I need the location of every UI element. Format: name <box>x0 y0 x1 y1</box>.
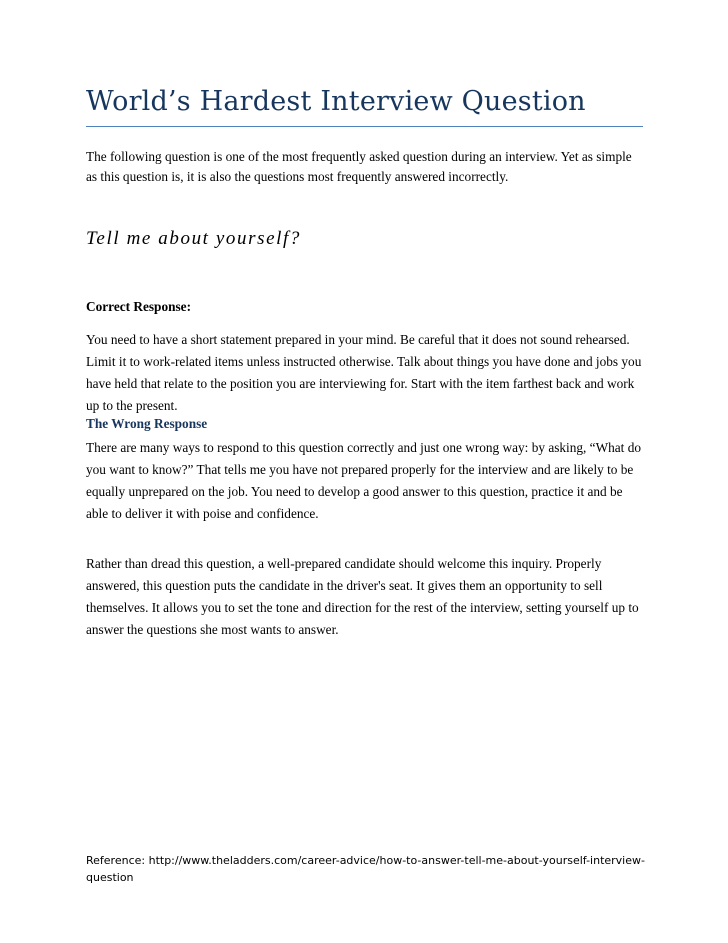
wrong-response-heading: The Wrong Response <box>86 416 208 431</box>
correct-response-paragraph: You need to have a short statement prepared in your mind. Be careful that it does not sound rehearsed. Limit it to work-related items unless instructed otherwise. Talk about things you have done and jobs you have held that relate to the position you are interviewing for. Start with the item farthest back and work up to the present. <box>86 332 642 413</box>
correct-response-heading: Correct Response: <box>86 299 191 314</box>
closing-paragraph: Rather than dread this question, a well-prepared candidate should welcome this inquiry. Properly answered, this question puts the candidate in the driver's seat. It gives them an opportunity to sell themselves. It allows you to set the tone and direction for the rest of the interview, setting yourself up to answer the questions she most wants to answer. <box>86 556 639 637</box>
question-heading: Tell me about yourself? <box>86 228 302 249</box>
title-underline-divider <box>86 126 643 127</box>
reference-footnote: Reference: http://www.theladders.com/career-advice/how-to-answer-tell-me-about-yourself-interview-question <box>86 854 645 884</box>
wrong-response-paragraph: There are many ways to respond to this question correctly and just one wrong way: by asking, “What do you want to know?” That tells me you have not prepared properly for the interview and are likely to be equally unprepared on the job. You need to develop a good answer to this question, practice it and be able to deliver it with poise and confidence. <box>86 440 642 521</box>
page-title: World’s Hardest Interview Question <box>86 86 586 117</box>
intro-paragraph: The following question is one of the most frequently asked question during an interview. Yet as simple as this question is, it is also the questions most frequently answered incorrectly. <box>86 149 632 184</box>
